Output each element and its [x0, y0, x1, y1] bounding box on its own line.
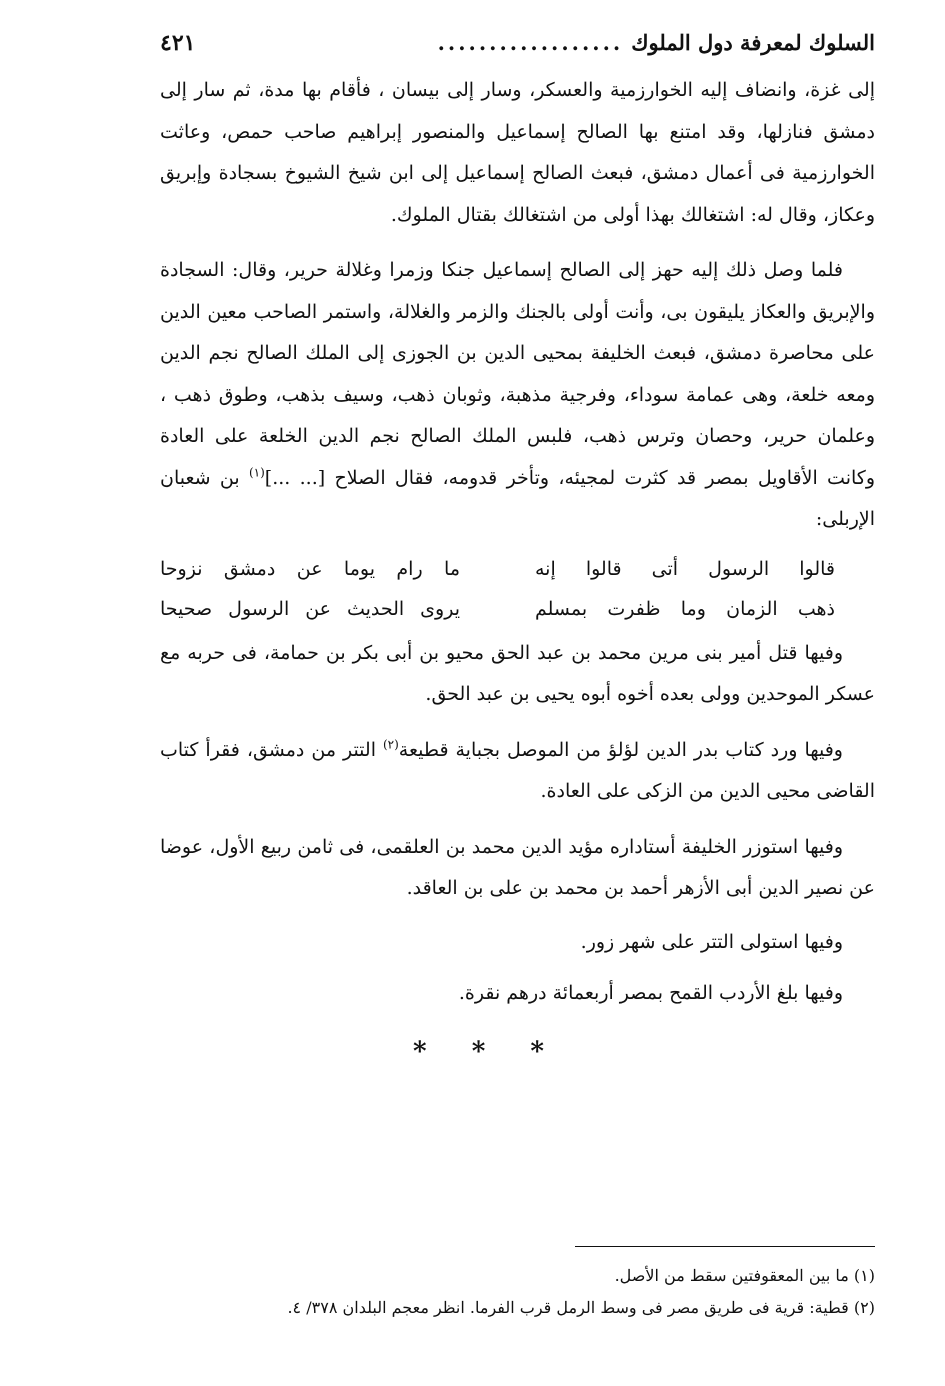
page-header	[160, 30, 875, 70]
paragraph-gifts-caliph	[160, 250, 875, 541]
footnotes	[160, 1260, 875, 1324]
footnote-divider	[575, 1246, 875, 1247]
footnote-ref-1[interactable]: (١)	[248, 465, 265, 480]
poem-hemistich: قالوا الرسول أتى قالوا إنه	[535, 557, 835, 580]
paragraph-text: وفيها ورد كتاب بدر الدين لؤلؤ من الموصل بجباية قطيعة	[398, 738, 843, 761]
poem	[160, 549, 835, 629]
poem-verse	[160, 549, 835, 589]
poem-hemistich: ذهب الزمان وما ظفرت بمسلم	[535, 597, 835, 620]
footnote-2: (٢) قطية: قرية فى طريق مصر فى وسط الرمل قرب الفرما. انظر معجم البلدان ٣٧٨/ ٤.	[287, 1298, 875, 1317]
paragraph-lulu-letter	[160, 730, 875, 813]
dot-leader: ..................	[437, 30, 624, 55]
paragraph-vizier: وفيها استوزر الخليفة أستاداره مؤيد الدين محمد بن العلقمى، فى ثامن ربيع الأول، عوضا عن نصير الدين أبى الأزهر أحمد بن محمد بن على بن العاقد.	[160, 835, 875, 899]
footnote-1: (١) ما بين المعقوفتين سقط من الأصل.	[614, 1266, 875, 1285]
paragraph-text: فلما وصل ذلك إليه حهز إلى الصالح إسماعيل جنكا وزمرا وغلالة حرير، وقال: السجادة والإبريق والعكاز يليقون بى، وأنت أولى بالجنك والزمر والغلالة، واستمر الصاحب معين الدين على محاصرة دمشق، فبعث الخليفة بمحيى الدين بن الجوزى إلى الملك الصالح نجم الدين ومعه خلعة، وهى عمامة سوداء، وفرجية مذهبة، وثوبان ذهب، وسيف بذهب، وطوق ذهب ، وعلمان حرير، وحصان وترس ذهب، فلبس الملك الصالح نجم الدين الخلعة على العادة وكانت الأقاويل بمصر قد كثرت لمجيئه، وتأخر قدومه، فقال الصلاح [... ...]	[160, 259, 875, 489]
footnote-ref-2[interactable]: (٢)	[382, 737, 399, 752]
paragraph-bani-marin: وفيها قتل أمير بنى مرين محمد بن عبد الحق محيو بن أبى بكر بن حمامة، فى حربه مع عسكر الموحدين وولى بعده أخوه أبوه يحيى بن عبد الحق.	[160, 641, 875, 705]
poem-hemistich: ما رام يوما عن دمشق نزوحا	[160, 557, 460, 580]
paragraph-gaza-damascus: إلى غزة، وانضاف إليه الخوارزمية والعسكر، وسار إلى بيسان ، فأقام بها مدة، ثم سار إلى دمشق فنازلها، وقد امتنع بها الصالح إسماعيل والمنصور إبراهيم صاحب حمص، وعاثت الخوارزمية فى أعمال دمشق، فبعث الصالح إسماعيل إلى ابن شيخ الشيوخ بسجادة وإبريق وعكاز، وقال له: اشتغالك بهذا أولى من اشتغالك بقتال الملوك.	[160, 79, 875, 226]
poem-verse	[160, 589, 835, 629]
paragraph-text: التتر من دمشق، فقرأ كتاب القاضى محيى الدين من الزكى على العادة.	[160, 738, 875, 802]
paragraph-wheat-price: وفيها بلغ الأردب القمح بمصر أربعمائة درهم نقرة.	[458, 982, 843, 1004]
book-page	[160, 30, 875, 1360]
running-title: السلوك لمعرفة دول الملوك	[631, 30, 875, 55]
poem-hemistich: يروى الحديث عن الرسول صحيحا	[160, 597, 460, 620]
section-separator: * * *	[413, 1036, 562, 1067]
paragraph-text: بن شعبان الإربلى:	[160, 466, 875, 530]
page-number: ٤٢١	[160, 30, 196, 56]
paragraph-shahrazur: وفيها استولى التتر على شهر زور.	[580, 930, 843, 953]
